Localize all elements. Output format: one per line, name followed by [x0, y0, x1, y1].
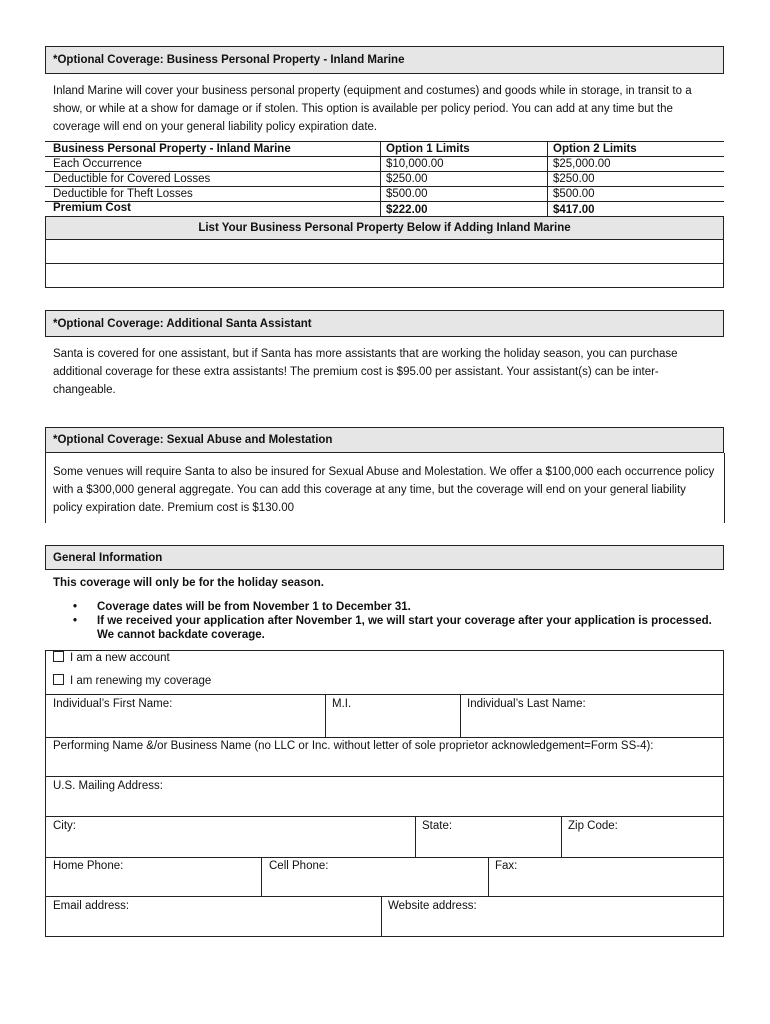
table-cell-premium-label: Premium Cost — [53, 202, 131, 214]
table-cell: $250.00 — [553, 173, 595, 185]
general-info-header-text: General Information — [53, 551, 163, 564]
email-field[interactable]: Email address: — [53, 900, 130, 912]
performing-name-field[interactable]: Performing Name &/or Business Name (no LLC or Inc. without letter of sole proprietor acknowledgement=Form SS-4): — [53, 740, 654, 752]
state-field[interactable]: State: — [422, 820, 453, 832]
bullet-item: • If we received your application after November 1, we will start your coverage after your application is processed. We cannot backdate coverage. — [70, 614, 720, 642]
inland-marine-description: Inland Marine will cover your business personal property (equipment and costumes) and goods while in storage, in transit to a show, or while at a show for damage or if stolen. This option is available per policy period. You can add at any time but the coverage will end on your general liability policy expiration date. — [53, 85, 692, 133]
renewing-option[interactable] — [53, 674, 211, 687]
table-cell: Deductible for Covered Losses — [53, 173, 211, 185]
new-account-checkbox[interactable] — [53, 651, 64, 662]
home-phone-field[interactable]: Home Phone: — [53, 860, 124, 872]
property-list-line-1[interactable] — [46, 241, 723, 263]
inland-marine-header — [45, 46, 724, 74]
last-name-field[interactable]: Individual’s Last Name: — [467, 698, 586, 710]
santa-assistant-header-text: *Optional Coverage: Additional Santa Assistant — [53, 317, 312, 330]
table-header-option1: Option 1 Limits — [386, 143, 470, 155]
general-intro: This coverage will only be for the holiday season. — [53, 577, 324, 589]
fax-field[interactable]: Fax: — [495, 860, 518, 872]
table-cell: Each Occurrence — [53, 158, 142, 170]
santa-assistant-header — [45, 310, 724, 337]
website-field[interactable]: Website address: — [388, 900, 477, 912]
sexual-abuse-description: Some venues will require Santa to also be insured for Sexual Abuse and Molestation. We offer a $100,000 each occurrence policy with a $300,000 general aggregate. You can add this coverage at any time, but the coverage will end on your general liability policy expiration date. Premium cost is $130.00 — [53, 466, 715, 514]
table-cell: $250.00 — [386, 173, 428, 185]
new-account-label: I am a new account — [70, 652, 170, 664]
table-cell: $10,000.00 — [386, 158, 444, 170]
table-cell: Deductible for Theft Losses — [53, 188, 193, 200]
mailing-address-field[interactable]: U.S. Mailing Address: — [53, 780, 163, 792]
table-header-property: Business Personal Property - Inland Marine — [53, 143, 291, 155]
general-bullets — [70, 600, 720, 642]
new-account-option[interactable] — [53, 651, 170, 664]
table-cell: $500.00 — [553, 188, 595, 200]
renewing-checkbox[interactable] — [53, 674, 64, 685]
renewing-label: I am renewing my coverage — [70, 675, 212, 687]
first-name-field[interactable]: Individual’s First Name: — [53, 698, 173, 710]
sexual-abuse-header — [45, 427, 724, 453]
property-list-line-2[interactable] — [46, 264, 723, 287]
santa-assistant-description: Santa is covered for one assistant, but if Santa has more assistants that are working the holiday season, you can purchase additional coverage for these extra assistants! The premium cost is $95.00 per assistant. Your assistant(s) can be inter-changeable. — [53, 348, 678, 396]
zip-field[interactable]: Zip Code: — [568, 820, 618, 832]
sexual-abuse-header-text: *Optional Coverage: Sexual Abuse and Molestation — [53, 434, 333, 446]
table-cell: $25,000.00 — [553, 158, 611, 170]
table-cell-premium-option1: $222.00 — [386, 204, 428, 216]
table-cell: $500.00 — [386, 188, 428, 200]
inland-marine-header-text: *Optional Coverage: Business Personal Property - Inland Marine — [53, 54, 405, 66]
table-cell-premium-option2: $417.00 — [553, 204, 595, 216]
bullet-item: • Coverage dates will be from November 1 to December 31. — [70, 600, 720, 614]
property-list-header: List Your Business Personal Property Below if Adding Inland Marine — [45, 216, 724, 240]
table-header-option2: Option 2 Limits — [553, 143, 637, 155]
middle-initial-field[interactable]: M.I. — [332, 698, 352, 710]
cell-phone-field[interactable]: Cell Phone: — [269, 860, 329, 872]
city-field[interactable]: City: — [53, 820, 76, 832]
general-info-header — [45, 545, 724, 570]
